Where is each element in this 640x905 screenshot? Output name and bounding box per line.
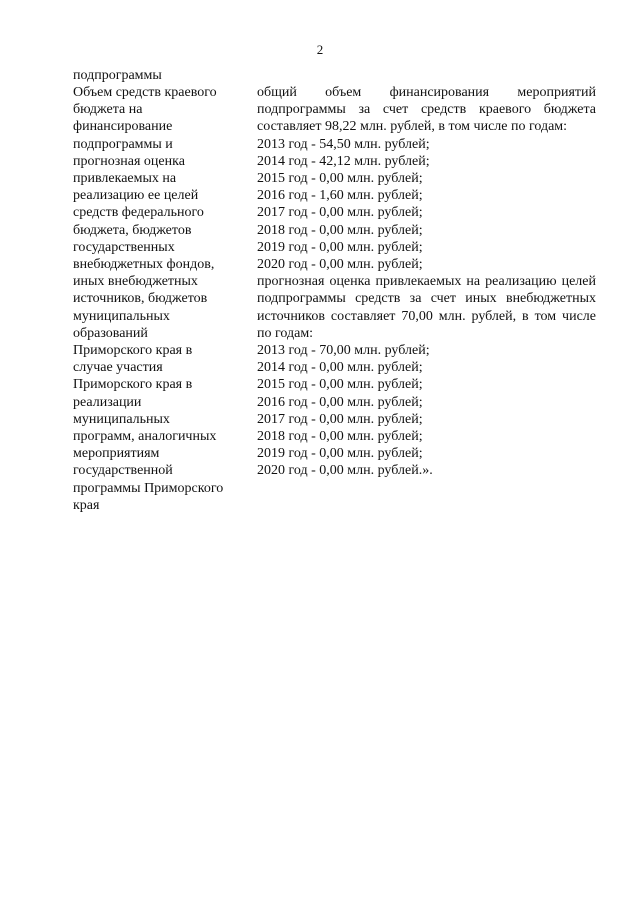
extra-budget-year: 2014 год - 0,00 млн. рублей;	[257, 360, 423, 376]
label-line: мероприятиям	[73, 446, 160, 462]
label-line: Приморского края в	[73, 343, 193, 359]
label-line: реализацию ее целей	[73, 188, 199, 204]
label-line: реализации	[73, 394, 142, 410]
regional-budget-year: 2013 год - 54,50 млн. рублей;	[257, 136, 430, 152]
label-line: муниципальных	[73, 308, 170, 324]
regional-budget-year: 2019 год - 0,00 млн. рублей;	[257, 239, 423, 255]
label-line: образований	[73, 325, 148, 341]
label-line: средств федерального	[73, 205, 204, 221]
label-line: бюджета, бюджетов	[73, 222, 192, 238]
extra-budget-year: 2015 год - 0,00 млн. рублей;	[257, 377, 423, 393]
label-line: источников, бюджетов	[73, 291, 208, 307]
passport-row-label	[73, 84, 245, 514]
label-line: Приморского края в	[73, 377, 193, 393]
extra-budget-year: 2016 год - 0,00 млн. рублей;	[257, 394, 423, 410]
extra-budget-year: 2020 год - 0,00 млн. рублей.».	[257, 463, 433, 479]
regional-budget-year: 2016 год - 1,60 млн. рублей;	[257, 188, 423, 204]
passport-row-value	[257, 84, 596, 480]
label-line: прогнозная оценка	[73, 153, 185, 169]
label-line: Объем средств краевого	[73, 85, 217, 100]
extra-budget-year: 2019 год - 0,00 млн. рублей;	[257, 446, 423, 462]
label-line: привлекаемых на	[73, 171, 177, 187]
regional-budget-year: 2015 год - 0,00 млн. рублей;	[257, 171, 423, 187]
label-line: случае участия	[73, 360, 163, 376]
label-line: края	[73, 497, 100, 513]
label-line: финансирование	[73, 119, 173, 135]
label-line: иных внебюджетных	[73, 274, 198, 290]
regional-budget-year: 2014 год - 42,12 млн. рублей;	[257, 153, 430, 169]
extra-budget-year: 2018 год - 0,00 млн. рублей;	[257, 429, 423, 445]
label-line: подпрограммы и	[73, 136, 173, 152]
label-line: государственной	[73, 463, 173, 479]
label-line: внебюджетных фондов,	[73, 257, 215, 273]
regional-budget-intro: общий объем финансирования мероприятий подпрограммы за счет средств краевого бюджета составляет 98,22 млн. рублей, в том числе по годам:	[257, 85, 596, 135]
regional-budget-year: 2018 год - 0,00 млн. рублей;	[257, 222, 423, 238]
regional-budget-year: 2020 год - 0,00 млн. рублей;	[257, 257, 423, 273]
label-line: государственных	[73, 239, 175, 255]
continued-text: подпрограммы	[73, 68, 162, 83]
regional-budget-year: 2017 год - 0,00 млн. рублей;	[257, 205, 423, 221]
extra-budget-year: 2013 год - 70,00 млн. рублей;	[257, 343, 430, 359]
page-number: 2	[316, 42, 324, 57]
label-line: бюджета на	[73, 102, 143, 118]
label-line: муниципальных	[73, 411, 170, 427]
label-line: программ, аналогичных	[73, 429, 217, 445]
label-line: программы Приморского	[73, 480, 224, 496]
extra-budget-year: 2017 год - 0,00 млн. рублей;	[257, 411, 423, 427]
extra-budget-intro: прогнозная оценка привлекаемых на реализацию целей подпрограммы средств за счет иных внебюджетных источников составляет 70,00 млн. рублей, в том числе по годам:	[257, 274, 596, 341]
